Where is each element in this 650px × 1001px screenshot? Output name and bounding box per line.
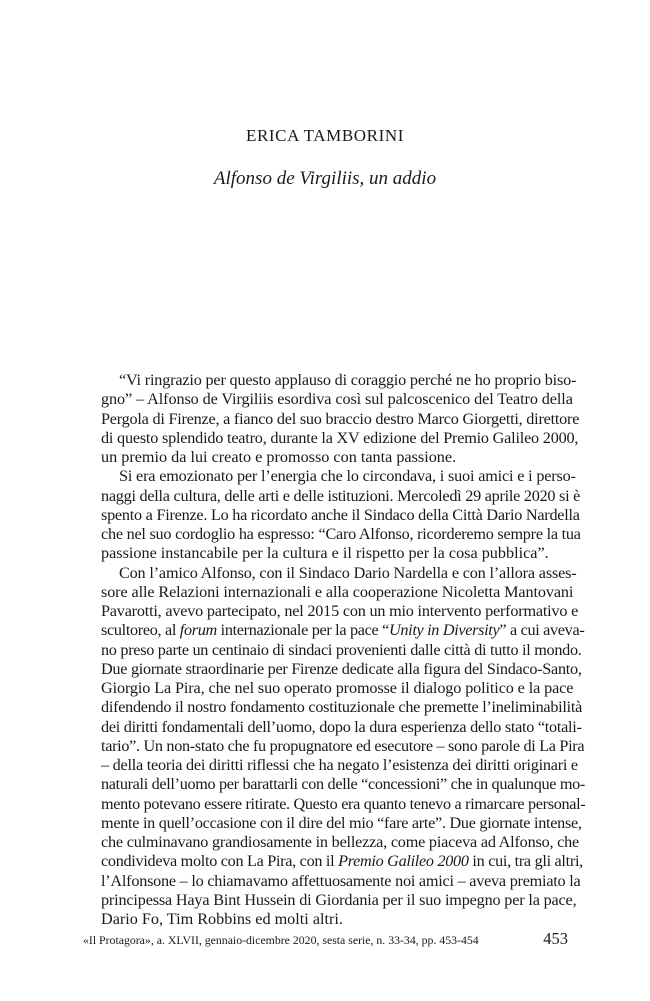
paragraph-2 [83,467,581,563]
page-number: 453 [543,929,568,948]
text-line: Giorgio La Pira, che nel suo operato promosse il dialogo politico e la pace [101,679,574,697]
article-title: Alfonso de Virgiliis, un addio [213,168,437,189]
text-line: mento potevano essere ritirate. Questo era quanto tenevo a rimarcare personal- [101,794,586,813]
text-line: principessa Haya Bint Hussein di Giordania per il suo impegno per la pace, [101,890,577,909]
text-line: che nel suo cordoglio ha espresso: “Caro Alfonso, ricorderemo sempre la tua [101,525,581,543]
text-line: Dario Fo, Tim Robbins ed molti altri. [101,910,343,928]
text-line: difendendo il nostro fondamento costituzionale che premette l’ineliminabilità [101,698,583,717]
text-line: Due giornate straordinarie per Firenze dedicate alla figura del Sindaco-Santo, [101,659,582,678]
text-line: spento a Firenze. Lo ha ricordato anche il Sindaco della Città Dario Nardella [101,505,580,524]
text-line: naturali dell’uomo per barattarli con delle “concessioni” che in qualunque mo- [101,775,585,794]
text-line: condivideva molto con La Pira, con il Premio Galileo 2000 in cui, tra gli altri, [101,852,583,871]
text-line: che culminavano grandiosamente in bellezza, come piaceva ad Alfonso, che [101,833,580,851]
article-body [83,371,586,929]
paragraph-3 [83,563,586,930]
text-line: gno” – Alfonso de Virgiliis esordiva così sul palcoscenico del Teatro della [101,390,573,409]
text-line: Pergola di Firenze, a fianco del suo braccio destro Marco Giorgetti, direttore [101,409,580,428]
paragraph-1 [83,371,580,467]
text-line: di questo splendido teatro, durante la XV edizione del Premio Galileo 2000, [101,428,579,447]
text-line: – della teoria dei diritti riflessi che ha negato l’esistenza dei diritti originari e [101,756,578,774]
article-author: ERICA TAMBORINI [246,126,404,145]
text-line: tario”. Un non-stato che fu propugnatore ed esecutore – sono parole di La Pira [101,736,585,755]
text-line: sore alle Relazioni internazionali e alla cooperazione Nicoletta Mantovani [101,582,574,601]
text-line: Con l’amico Alfonso, con il Sindaco Dario Nardella e con l’allora asses- [119,563,577,582]
text-line: Si era emozionato per l’energia che lo circondava, i suoi amici e i perso- [119,467,576,486]
text-line: no preso parte un centinaio di sindaci provenienti dalle città di tutto il mondo. [101,640,582,659]
text-line: “Vi ringrazio per questo applauso di coraggio perché ne ho proprio biso- [119,371,577,389]
text-line: un premio da lui creato e promosso con tanta passione. [101,448,457,466]
journal-citation: «Il Protagora», a. XLVII, gennaio-dicembre 2020, sesta serie, n. 33-34, pp. 453-454 [83,933,479,947]
page-footer [83,929,568,951]
text-line: naggi della cultura, delle arti e delle istituzioni. Mercoledì 29 aprile 2020 si è [101,486,581,505]
text-line: Pavarotti, avevo partecipato, nel 2015 con un mio intervento performativo e [101,602,579,620]
text-line: dei diritti fondamentali dell’uomo, dopo la dura esperienza dello stato “totali- [101,717,582,736]
text-line: scultoreo, al forum internazionale per la pace “Unity in Diversity” a cui aveva- [101,621,585,640]
text-line: l’Alfonsone – lo chiamavamo affettuosamente noi amici – aveva premiato la [101,871,581,890]
text-line: mente in quell’occasione con il dire del mio “fare arte”. Due giornate intense, [101,813,582,832]
text-line: passione instancabile per la cultura e il rispetto per la cosa pubblica”. [101,544,549,563]
